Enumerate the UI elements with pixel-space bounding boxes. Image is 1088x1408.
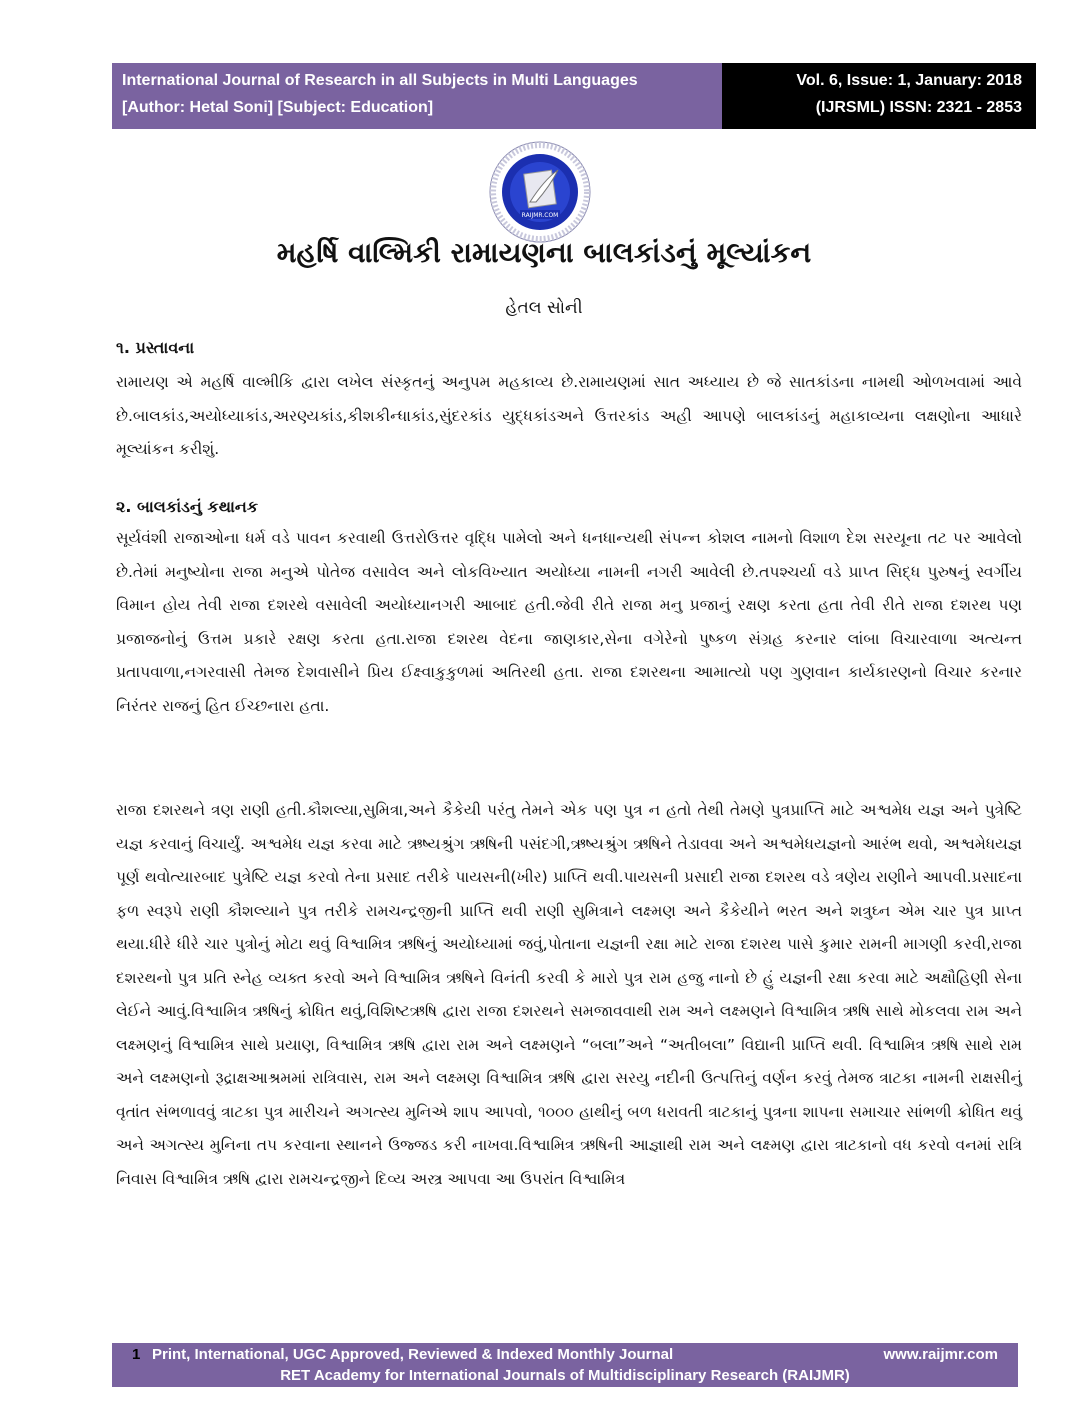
- issn: (IJRSML) ISSN: 2321 - 2853: [815, 99, 1022, 116]
- author-subject: [Author: Hetal Soni] [Subject: Education]: [122, 99, 434, 116]
- paper-author: હેતલ સોની: [505, 298, 583, 318]
- paragraph-introduction: રામાયણ એ મહર્ષિ વાલ્મીકિ દ્વારા લખેલ સંસ્કૃતનું અનુપમ મહકાવ્ય છે.રામાયણમાં સાત અધ્યાય છે જે સાતકાંડના નામથી ઓળખવામાં આવે છે.બાલકાંડ,અયોધ્યાકાંડ,અરણ્યકાંડ,કીશકીન્ધાકાંડ,સુંદરકાંડ યુદ્ધકાંડઅને ઉત્તરકાંડ અહી આપણે બાલકાંડનું મહાકાવ્યના લક્ષણોના આધારે મૂલ્યાંકન કરીશું.: [116, 373, 1022, 458]
- section-heading-introduction: ૧. પ્રસ્તાવના: [116, 338, 195, 357]
- journal-name: International Journal of Research in all Subjects in Multi Languages: [122, 72, 638, 89]
- header-left-panel: [112, 63, 722, 129]
- section-heading-plot: ૨. બાલકાંડનું કથાનક: [116, 497, 259, 516]
- footer-website-link[interactable]: www.raijmr.com: [883, 1346, 998, 1363]
- footer-journal-type: Print, International, UGC Approved, Reviewed & Indexed Monthly Journal: [152, 1346, 674, 1363]
- paper-title: મહર્ષિ વાલ્મિકી રામાયણના બાલકાંડનું મૂલ્યાંકન: [276, 236, 812, 269]
- journal-logo-icon: [484, 140, 596, 248]
- paragraph-plot-2: રાજા દશરથને ત્રણ રાણી હતી.કૌશલ્યા,સુમિત્રા,અને કૈકેયી પરંતુ તેમને એક પણ પુત્ર ન હતો તેથી તેમણે પુત્રપ્રાપ્તિ માટે અશ્વમેધ યજ્ઞ અને પુત્રેષ્ટિ યજ્ઞ કરવાનું વિચાર્યું. અશ્વમેધ યજ્ઞ કરવા માટે ઋષ્યશ્રુંગ ઋષિની પસંદગી,ઋષ્યશ્રુંગ ઋષિને તેડાવવા અને અશ્વમેધયજ્ઞનો આરંભ થવો, અશ્વમેધયજ્ઞ પૂર્ણ થવોત્યારબાદ પુત્રેષ્ટિ યજ્ઞ કરવો તેના પ્રસાદ તરીકે પાયસની(ખીર) પ્રાપ્તિ થવી.પાયસની પ્રસાદી રાજા દશરથ વડે ત્રણેય રાણીને આપવી.પ્રસાદના ફળ સ્વરૂપે રાણી કૌશલ્યાને પુત્ર તરીકે રામચન્દ્રજીની પ્રાપ્તિ થવી રાણી સુમિત્રાને લક્ષ્મણ અને કૈકેયીને ભરત અને શત્રુઘ્ન એમ ચાર પુત્ર પ્રાપ્ત થયા.ધીરે ધીરે ચાર પુત્રોનું મોટા થવું વિશ્વામિત્ર ઋષિનું અયોધ્યામાં જવું,પોતાના યજ્ઞની રક્ષા માટે રાજા દશરથ પાસે કુમાર રામની માગણી કરવી,રાજા દશરથનો પુત્ર પ્રતિ સ્નેહ વ્યક્ત કરવો અને વિશ્વામિત્ર ઋષિને વિનંતી કરવી કે મારો પુત્ર રામ હજુ નાનો છે હું યજ્ઞની રક્ષા કરવા માટે અક્ષૌહિણી સેના લેઈને આવું.વિશ્વામિત્ર ઋષિનું ક્રોધિત થવું,વિશિષ્ટઋષિ દ્વારા રાજા દશરથને સમજાવવાથી રામ અને લક્ષ્મણને વિશ્વામિત્ર ઋષિ સાથે મોકલવા રામ અને લક્ષ્મણનું વિશ્વામિત્ર સાથે પ્રયાણ, વિશ્વામિત્ર ઋષિ દ્વારા રામ અને લક્ષ્મણને “બલા”અને “અતીબલા” વિદ્યાની પ્રાપ્તિ થવી. વિશ્વામિત્ર ઋષિ સાથે રામ અને લક્ષ્મણનો રૂદ્રાક્ષઆશ્રમમાં રાત્રિવાસ, રામ અને લક્ષ્મણ વિશ્વામિત્ર ઋષિ દ્વારા સરયુ નદીની ઉત્પત્તિનું વર્ણન કરવું તેમજ ત્રાટકા નામની રાક્ષસીનું વૃતાંત સંભળાવવું ત્રાટકા પુત્ર મારીચને અગત્સ્ય મુનિએ શાપ આપવો, ૧૦૦૦ હાથીનું બળ ધરાવતી ત્રાટકાનું પુત્રના શાપના સમાચાર સાંભળી ક્રોધિત થવું અને અગત્સ્ય મુનિના તપ કરવાના સ્થાનને ઉજ્જડ કરી નાખવા.વિશ્વામિત્ર ઋષિની આજ્ઞાથી રામ અને લક્ષ્મણ દ્વારા ત્રાટકાનો વધ કરવો વનમાં રાત્રિ નિવાસ વિશ્વામિત્ર ઋષિ દ્વારા રામચન્દ્રજીને દિવ્ય અસ્ત્ર આપવા આ ઉપરાંત વિશ્વામિત્ર: [116, 801, 1022, 1188]
- paragraph-plot-1: સૂર્યવંશી રાજાઓના ધર્મ વડે પાવન કરવાથી ઉત્તરોઉત્તર વૃદ્ધિ પામેલો અને ધનધાન્યથી સંપન્ન કોશલ નામનો વિશાળ દેશ સરયૂના તટ પર આવેલો છે.તેમાં મનુષ્યોના રાજા મનુએ પોતેજ વસાવેલ અને લોકવિખ્યાત અયોધ્યા નામની નગરી આવેલી છે.તપશ્ચર્યા વડે પ્રાપ્ત સિદ્ધ પુરુષનું સ્વર્ગીય વિમાન હોય તેવી રાજા દશરથે વસાવેલી અયોધ્યાનગરી આબાદ હતી.જેવી રીતે રાજા મનુ પ્રજાનું રક્ષણ કરતા હતા તેવી રીતે રાજા દશરથ પણ પ્રજાજનોનું ઉત્તમ પ્રકારે રક્ષણ કરતા હતા.રાજા દશરથ વેદના જાણકાર,સેના વગેરેનો પુષ્કળ સંગ્રહ કરનાર લાંબા વિચારવાળા અત્યન્ત પ્રતાપવાળા,નગરવાસી તેમજ દેશવાસીને પ્રિય ઈક્ષ્વાકુકુળમાં અતિરથી હતા. રાજા દશરથના આમાત્યો પણ ગુણવાન કાર્યકારણનો વિચાર કરનાર નિરંતર રાજનું હિત ઈચ્છનારા હતા.: [116, 529, 1022, 715]
- journal-header: [112, 63, 1036, 129]
- header-right-panel: [722, 63, 1036, 129]
- logo-text: RAIJMR.COM: [521, 212, 559, 219]
- volume-issue: Vol. 6, Issue: 1, January: 2018: [796, 72, 1022, 89]
- footer-publisher: RET Academy for International Journals of Multidisciplinary Research (RAIJMR): [280, 1367, 850, 1384]
- page-number: 1: [132, 1346, 141, 1363]
- journal-footer: [112, 1343, 1018, 1387]
